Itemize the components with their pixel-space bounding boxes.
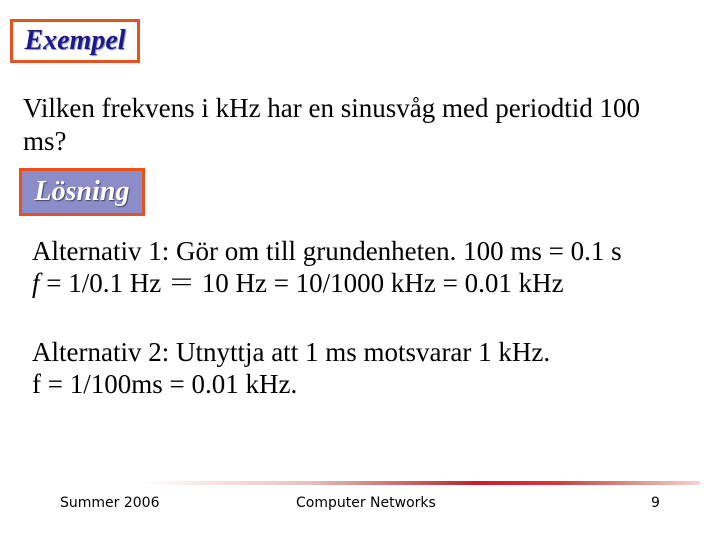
footer-page-number: 9 [651, 495, 660, 511]
slide-title: Exempel [24, 25, 126, 56]
question-text [23, 92, 683, 158]
alternative-1-line-1: Alternativ 1: Gör om till grundenheten. 100 ms = 0.1 s [32, 236, 622, 266]
footer-course: Computer Networks [296, 495, 436, 511]
alternative-1-line-2-rest: = 1/0.1 Hz ＝ 10 Hz = 10/1000 kHz = 0.01 kHz [39, 268, 564, 298]
alternative-1-line-2 [32, 267, 702, 299]
question-line-1: Vilken frekvens i kHz har en sinusvåg med periodtid 100 [23, 93, 640, 123]
frequency-variable: f [32, 268, 40, 298]
footer-date: Summer 2006 [60, 495, 160, 511]
solution-heading: Lösning [34, 176, 130, 207]
alternative-2-line-2: f = 1/100ms = 0.01 kHz. [32, 369, 298, 399]
solution-box [19, 168, 145, 216]
alternative-1 [32, 235, 702, 299]
footer-divider [140, 481, 700, 485]
title-box [10, 19, 140, 63]
alternative-2 [32, 336, 702, 400]
question-line-2: ms? [23, 126, 67, 156]
alternative-2-line-1: Alternativ 2: Utnyttja att 1 ms motsvarar 1 kHz. [32, 337, 551, 367]
